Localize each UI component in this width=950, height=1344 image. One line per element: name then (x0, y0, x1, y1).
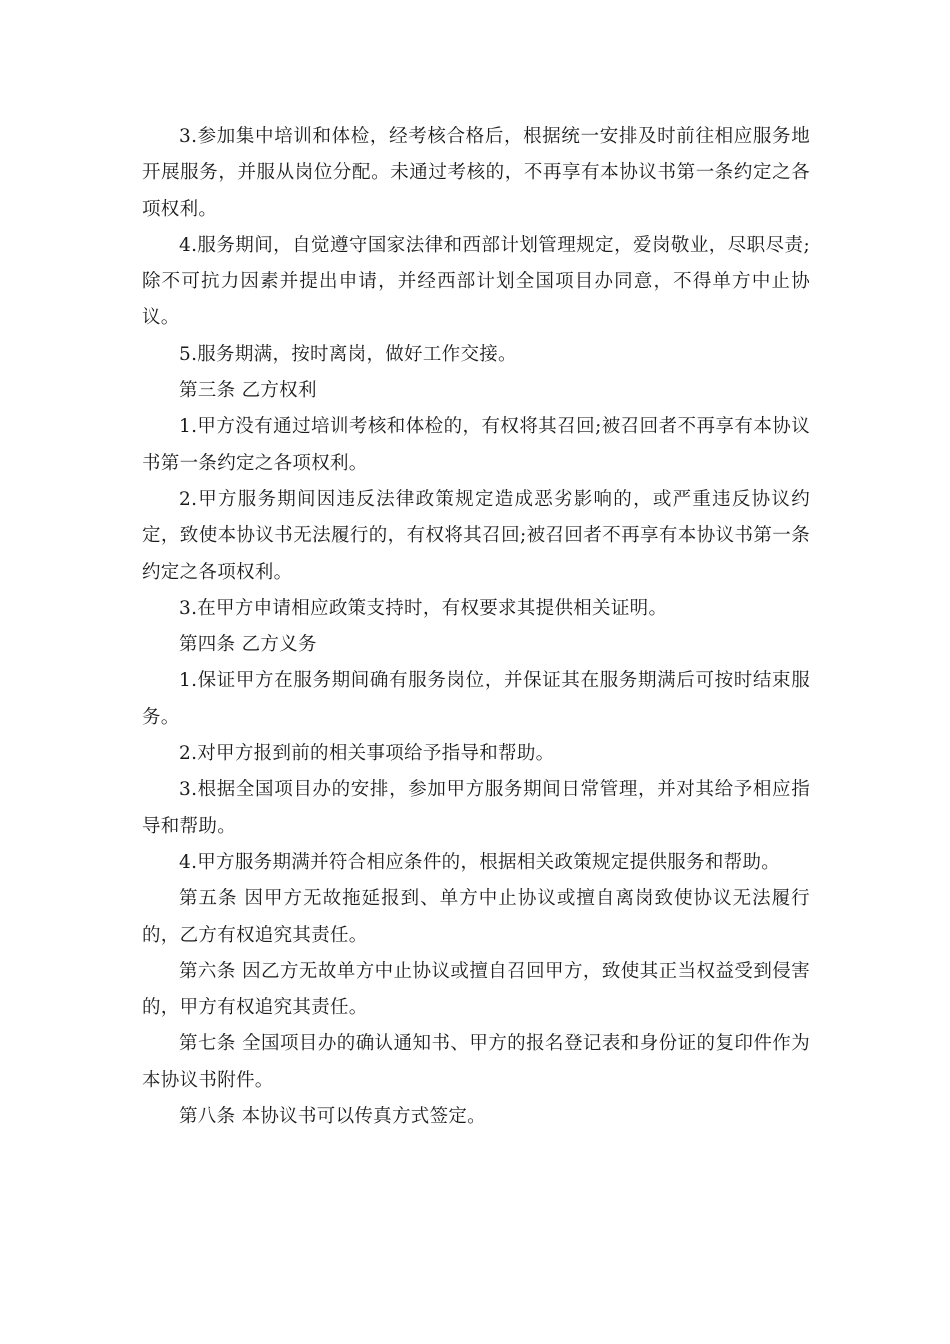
article-heading: 第三条 乙方权利 (179, 380, 317, 402)
article-paragraph: 第五条 因甲方无故拖延报到、单方中止协议或擅自离岗致使协议无法履行的，乙方有权追究其责任。 (142, 888, 810, 946)
clause-paragraph: 5.服务期满，按时离岗，做好工作交接。 (179, 343, 517, 365)
clause-paragraph: 2.甲方服务期间因违反法律政策规定造成恶劣影响的，或严重违反协议约定，致使本协议书无法履行的，有权将其召回;被召回者不再享有本协议书第一条约定之各项权利。 (142, 488, 810, 583)
clause-paragraph: 1.保证甲方在服务期间确有服务岗位，并保证其在服务期满后可按时结束服务。 (142, 670, 810, 728)
clause-paragraph: 4.甲方服务期满并符合相应条件的，根据相关政策规定提供服务和帮助。 (179, 851, 781, 873)
clause-paragraph: 1.甲方没有通过培训考核和体检的，有权将其召回;被召回者不再享有本协议书第一条约定之各项权利。 (142, 416, 810, 474)
clause-paragraph: 2.对甲方报到前的相关事项给予指导和帮助。 (179, 743, 555, 765)
clause-paragraph: 3.根据全国项目办的安排，参加甲方服务期间日常管理，并对其给予相应指导和帮助。 (142, 779, 810, 837)
article-paragraph: 第七条 全国项目办的确认通知书、甲方的报名登记表和身份证的复印件作为本协议书附件。 (142, 1033, 810, 1091)
article-heading: 第四条 乙方义务 (179, 634, 317, 656)
document-body (142, 119, 810, 1135)
clause-paragraph: 4.服务期间，自觉遵守国家法律和西部计划管理规定，爱岗敬业，尽职尽责;除不可抗力因素并提出申请，并经西部计划全国项目办同意，不得单方中止协议。 (142, 234, 810, 329)
article-paragraph: 第六条 因乙方无故单方中止协议或擅自召回甲方，致使其正当权益受到侵害的，甲方有权追究其责任。 (142, 960, 810, 1019)
clause-paragraph: 3.参加集中培训和体检，经考核合格后，根据统一安排及时前往相应服务地开展服务，并服从岗位分配。未通过考核的，不再享有本协议书第一条约定之各项权利。 (142, 126, 810, 220)
clause-paragraph: 3.在甲方申请相应政策支持时，有权要求其提供相关证明。 (179, 597, 668, 619)
article-paragraph: 第八条 本协议书可以传真方式签定。 (179, 1106, 486, 1128)
